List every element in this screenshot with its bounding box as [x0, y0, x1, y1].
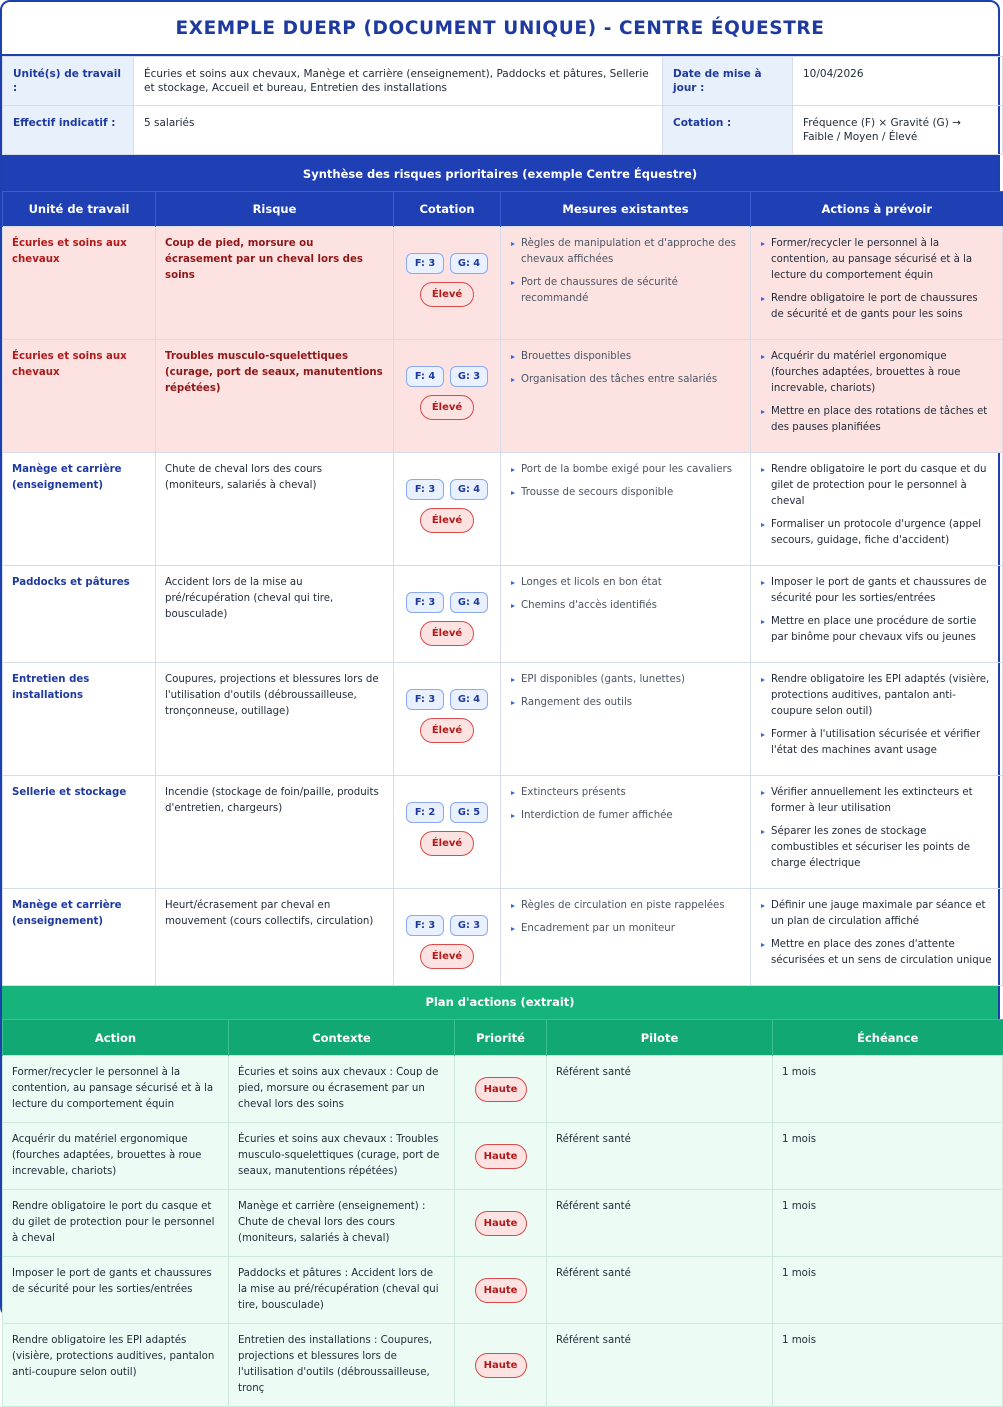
level-badge: Élevé	[420, 395, 474, 420]
risk-unit: Sellerie et stockage	[3, 776, 156, 889]
plan-context: Écuries et soins aux chevaux : Coup de pied, morsure ou écrasement par un cheval lors des soins	[229, 1056, 455, 1123]
plan-deadline: 1 mois	[773, 1190, 1003, 1257]
plan-pilot: Référent santé	[547, 1123, 773, 1190]
header-deadline: Échéance	[773, 1020, 1003, 1056]
gravity-badge: G: 4	[450, 689, 488, 710]
planned-actions	[751, 227, 1003, 340]
plan-pilot: Référent santé	[547, 1257, 773, 1324]
risk-row	[3, 340, 1003, 453]
measure-item: Interdiction de fumer affichée	[510, 808, 741, 824]
risk-unit: Écuries et soins aux chevaux	[3, 340, 156, 453]
risk-description: Heurt/écrasement par cheval en mouvement (cours collectifs, circulation)	[156, 889, 394, 986]
existing-measures	[501, 663, 751, 776]
risk-description: Troubles musculo-squelettiques (curage, port de seaux, manutentions répétées)	[156, 340, 394, 453]
plan-action: Rendre obligatoire les EPI adaptés (visière, protections auditives, pantalon anti-coupure selon outil)	[3, 1324, 229, 1407]
action-item: Mettre en place des rotations de tâches et des pauses planifiées	[760, 404, 993, 436]
level-badge: Élevé	[420, 508, 474, 533]
action-item: Formaliser un protocole d'urgence (appel secours, guidage, fiche d'accident)	[760, 517, 993, 549]
risk-row	[3, 776, 1003, 889]
measure-item: Encadrement par un moniteur	[510, 921, 741, 937]
measure-item: Chemins d'accès identifiés	[510, 598, 741, 614]
risk-unit: Écuries et soins aux chevaux	[3, 227, 156, 340]
plan-action: Former/recycler le personnel à la contention, au pansage sécurisé et à la lecture du comportement équin	[3, 1056, 229, 1123]
risk-cotation	[394, 227, 501, 340]
title-bar	[2, 2, 998, 56]
plan-context: Écuries et soins aux chevaux : Troubles musculo-squelettiques (curage, port de seaux, manutentions répétées)	[229, 1123, 455, 1190]
frequency-badge: F: 2	[406, 802, 444, 823]
header-action: Action	[3, 1020, 229, 1056]
info-table	[2, 56, 1003, 155]
measure-item: Longes et licols en bon état	[510, 575, 741, 591]
planned-actions	[751, 566, 1003, 663]
risk-unit: Manège et carrière (enseignement)	[3, 889, 156, 986]
risk-section-title: Synthèse des risques prioritaires (exemple Centre Équestre)	[2, 155, 998, 191]
risk-table	[2, 191, 1003, 986]
plan-deadline: 1 mois	[773, 1123, 1003, 1190]
planned-actions	[751, 776, 1003, 889]
action-plan-table	[2, 1019, 1003, 1407]
risk-row	[3, 453, 1003, 566]
action-item: Rendre obligatoire le port du casque et du gilet de protection pour le personnel à cheval	[760, 462, 993, 510]
risk-unit: Paddocks et pâtures	[3, 566, 156, 663]
header-priority: Priorité	[455, 1020, 547, 1056]
existing-measures	[501, 227, 751, 340]
plan-row	[3, 1257, 1003, 1324]
measure-item: Brouettes disponibles	[510, 349, 741, 365]
plan-pilot: Référent santé	[547, 1056, 773, 1123]
risk-row	[3, 663, 1003, 776]
action-item: Former à l'utilisation sécurisée et vérifier l'état des machines avant usage	[760, 727, 993, 759]
action-item: Rendre obligatoire les EPI adaptés (visière, protections auditives, pantalon anti-coupure selon outil)	[760, 672, 993, 720]
risk-unit: Manège et carrière (enseignement)	[3, 453, 156, 566]
plan-context: Paddocks et pâtures : Accident lors de la mise au pré/récupération (cheval qui tire, bousculade)	[229, 1257, 455, 1324]
action-item: Mettre en place des zones d'attente sécurisées et un sens de circulation unique	[760, 937, 993, 969]
gravity-badge: G: 4	[450, 592, 488, 613]
plan-deadline: 1 mois	[773, 1324, 1003, 1407]
action-item: Mettre en place une procédure de sortie par binôme pour chevaux vifs ou jeunes	[760, 614, 993, 646]
gravity-badge: G: 4	[450, 479, 488, 500]
frequency-badge: F: 3	[406, 479, 444, 500]
header-pilot: Pilote	[547, 1020, 773, 1056]
planned-actions	[751, 340, 1003, 453]
measure-item: Rangement des outils	[510, 695, 741, 711]
existing-measures	[501, 340, 751, 453]
risk-cotation	[394, 776, 501, 889]
measure-item: Trousse de secours disponible	[510, 485, 741, 501]
risk-cotation	[394, 663, 501, 776]
measure-item: Port de chaussures de sécurité recommandé	[510, 275, 741, 307]
priority-badge: Haute	[475, 1353, 527, 1378]
cotation-value: Fréquence (F) × Gravité (G) → Faible / Moyen / Élevé	[793, 106, 1003, 155]
measure-item: Règles de circulation en piste rappelées	[510, 898, 741, 914]
gravity-badge: G: 3	[450, 915, 488, 936]
action-item: Former/recycler le personnel à la contention, au pansage sécurisé et à la lecture du comportement équin	[760, 236, 993, 284]
units-value: Écuries et soins aux chevaux, Manège et carrière (enseignement), Paddocks et pâtures, Sellerie et stockage, Accueil et bureau, Entretien des installations	[134, 57, 663, 106]
plan-header-row	[3, 1020, 1003, 1056]
action-item: Rendre obligatoire le port de chaussures de sécurité et de gants pour les soins	[760, 291, 993, 323]
plan-section-title: Plan d'actions (extrait)	[2, 986, 998, 1019]
frequency-badge: F: 4	[406, 366, 444, 387]
risk-description: Chute de cheval lors des cours (moniteurs, salariés à cheval)	[156, 453, 394, 566]
priority-badge: Haute	[475, 1278, 527, 1303]
measure-item: Port de la bombe exigé pour les cavaliers	[510, 462, 741, 478]
units-label: Unité(s) de travail :	[3, 57, 134, 106]
risk-row	[3, 889, 1003, 986]
staff-value: 5 salariés	[134, 106, 663, 155]
measure-item: Organisation des tâches entre salariés	[510, 372, 741, 388]
staff-label: Effectif indicatif :	[3, 106, 134, 155]
cotation-label: Cotation :	[663, 106, 793, 155]
risk-description: Coupures, projections et blessures lors de l'utilisation d'outils (débroussailleuse, tronçonneuse, outillage)	[156, 663, 394, 776]
action-item: Vérifier annuellement les extincteurs et former à leur utilisation	[760, 785, 993, 817]
existing-measures	[501, 776, 751, 889]
level-badge: Élevé	[420, 944, 474, 969]
plan-row	[3, 1324, 1003, 1407]
planned-actions	[751, 453, 1003, 566]
planned-actions	[751, 889, 1003, 986]
measure-item: EPI disponibles (gants, lunettes)	[510, 672, 741, 688]
action-item: Séparer les zones de stockage combustibles et sécuriser les points de charge électrique	[760, 824, 993, 872]
risk-description: Coup de pied, morsure ou écrasement par un cheval lors des soins	[156, 227, 394, 340]
plan-deadline: 1 mois	[773, 1257, 1003, 1324]
risk-cotation	[394, 340, 501, 453]
plan-pilot: Référent santé	[547, 1324, 773, 1407]
priority-badge: Haute	[475, 1077, 527, 1102]
action-item: Imposer le port de gants et chaussures de sécurité pour les sorties/entrées	[760, 575, 993, 607]
gravity-badge: G: 5	[450, 802, 488, 823]
level-badge: Élevé	[420, 831, 474, 856]
date-value: 10/04/2026	[793, 57, 1003, 106]
page-title: EXEMPLE DUERP (DOCUMENT UNIQUE) - CENTRE ÉQUESTRE	[175, 17, 825, 39]
plan-context: Entretien des installations : Coupures, projections et blessures lors de l'utilisation d'outils (débroussailleuse, tronç	[229, 1324, 455, 1407]
risk-row	[3, 227, 1003, 340]
plan-context: Manège et carrière (enseignement) : Chute de cheval lors des cours (moniteurs, salariés à cheval)	[229, 1190, 455, 1257]
risk-row	[3, 566, 1003, 663]
plan-action: Imposer le port de gants et chaussures de sécurité pour les sorties/entrées	[3, 1257, 229, 1324]
risk-description: Incendie (stockage de foin/paille, produits d'entretien, chargeurs)	[156, 776, 394, 889]
level-badge: Élevé	[420, 282, 474, 307]
measure-item: Extincteurs présents	[510, 785, 741, 801]
action-item: Acquérir du matériel ergonomique (fourches adaptées, brouettes à roue increvable, chariots)	[760, 349, 993, 397]
header-cotation: Cotation	[394, 192, 501, 227]
risk-cotation	[394, 453, 501, 566]
priority-badge: Haute	[475, 1144, 527, 1169]
plan-row	[3, 1056, 1003, 1123]
header-actions: Actions à prévoir	[751, 192, 1003, 227]
frequency-badge: F: 3	[406, 915, 444, 936]
risk-header-row	[3, 192, 1003, 227]
risk-cotation	[394, 889, 501, 986]
existing-measures	[501, 453, 751, 566]
action-item: Définir une jauge maximale par séance et un plan de circulation affiché	[760, 898, 993, 930]
risk-unit: Entretien des installations	[3, 663, 156, 776]
plan-pilot: Référent santé	[547, 1190, 773, 1257]
measure-item: Règles de manipulation et d'approche des chevaux affichées	[510, 236, 741, 268]
plan-row	[3, 1123, 1003, 1190]
level-badge: Élevé	[420, 621, 474, 646]
gravity-badge: G: 4	[450, 253, 488, 274]
plan-action: Rendre obligatoire le port du casque et du gilet de protection pour le personnel à cheval	[3, 1190, 229, 1257]
gravity-badge: G: 3	[450, 366, 488, 387]
existing-measures	[501, 889, 751, 986]
plan-action: Acquérir du matériel ergonomique (fourches adaptées, brouettes à roue increvable, chariots)	[3, 1123, 229, 1190]
plan-row	[3, 1190, 1003, 1257]
date-label: Date de mise à jour :	[663, 57, 793, 106]
level-badge: Élevé	[420, 718, 474, 743]
header-context: Contexte	[229, 1020, 455, 1056]
risk-description: Accident lors de la mise au pré/récupération (cheval qui tire, bousculade)	[156, 566, 394, 663]
existing-measures	[501, 566, 751, 663]
plan-deadline: 1 mois	[773, 1056, 1003, 1123]
frequency-badge: F: 3	[406, 592, 444, 613]
planned-actions	[751, 663, 1003, 776]
frequency-badge: F: 3	[406, 689, 444, 710]
header-risk: Risque	[156, 192, 394, 227]
header-measures: Mesures existantes	[501, 192, 751, 227]
priority-badge: Haute	[475, 1211, 527, 1236]
header-unit: Unité de travail	[3, 192, 156, 227]
risk-cotation	[394, 566, 501, 663]
frequency-badge: F: 3	[406, 253, 444, 274]
